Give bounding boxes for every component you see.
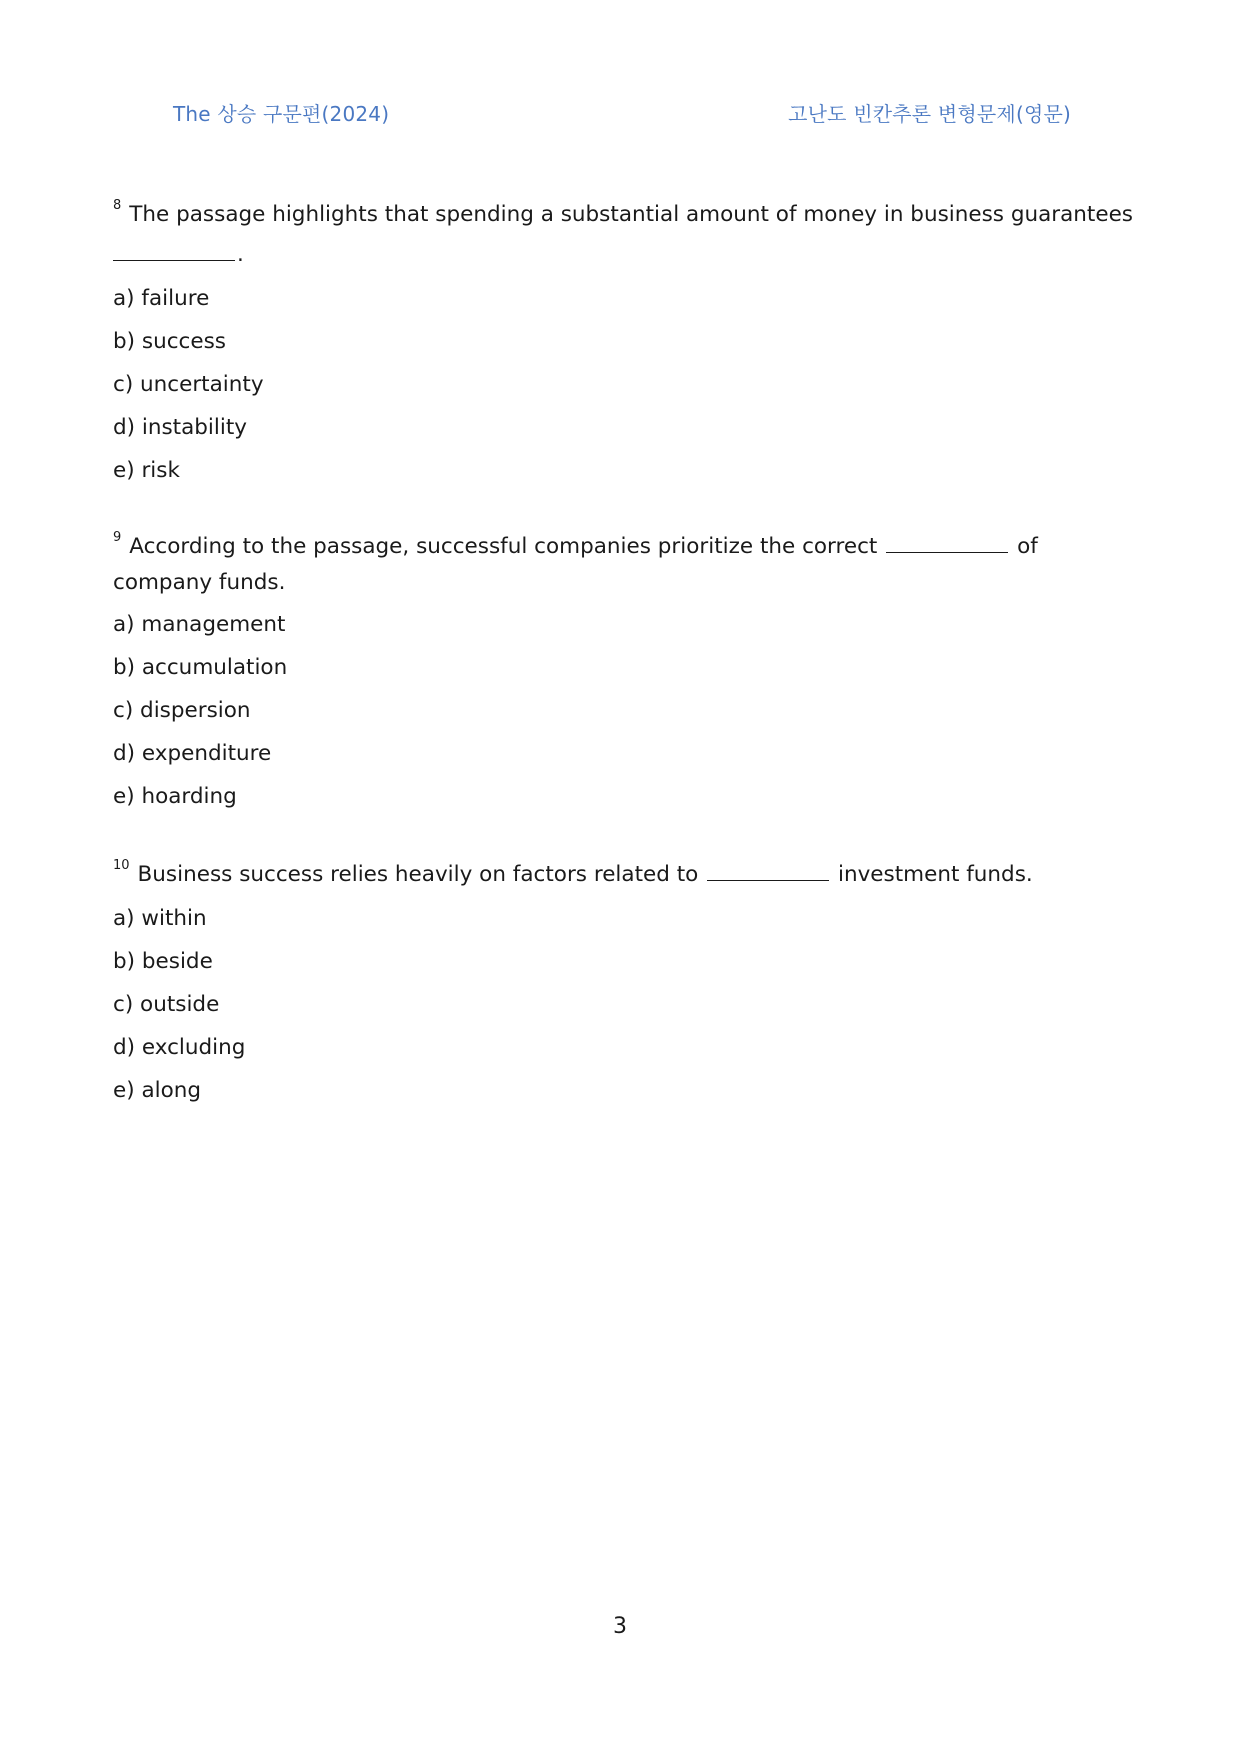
page-number: 3 [613,1614,627,1639]
choice-e: e) hoarding [113,784,237,809]
choice-c: c) uncertainty [113,372,264,397]
choice-a: a) management [113,612,286,637]
question-8 [113,195,1133,492]
stem-text-after: investment funds. [837,862,1033,887]
question-10 [113,855,1133,1112]
choice-list [113,277,1133,492]
stem-text-after: . [237,242,244,267]
choice-list [113,897,1133,1112]
choice-a: a) failure [113,286,210,311]
question-stem [113,195,1133,275]
stem-text: The passage highlights that spending a substantial amount of money in business guarantees [129,202,1134,227]
question-number: 8 [113,198,122,213]
stem-text-after: of company funds. [113,534,1038,595]
question-number: 9 [113,530,122,545]
choice-c: c) dispersion [113,698,251,723]
page-header [173,98,1071,126]
choice-b: b) accumulation [113,655,288,680]
question-list [113,195,1133,1149]
question-stem [113,529,1133,601]
choice-d: d) instability [113,415,247,440]
choice-list [113,603,1133,818]
choice-a: a) within [113,906,207,931]
stem-text: According to the passage, successful companies prioritize the correct [129,534,878,559]
question-number: 10 [113,858,130,873]
choice-d: d) excluding [113,1035,246,1060]
choice-b: b) beside [113,949,213,974]
answer-blank [886,532,1008,553]
choice-e: e) risk [113,458,180,483]
stem-text: Business success relies heavily on factors related to [137,862,699,887]
choice-d: d) expenditure [113,741,272,766]
answer-blank [113,240,235,261]
question-9 [113,529,1133,818]
header-book-title: The 상승 구문편(2024) [173,102,390,126]
answer-blank [707,860,829,881]
question-stem [113,855,1133,895]
choice-e: e) along [113,1078,202,1103]
choice-b: b) success [113,329,226,354]
header-section-title: 고난도 빈칸추론 변형문제(영문) [788,102,1071,126]
choice-c: c) outside [113,992,220,1017]
